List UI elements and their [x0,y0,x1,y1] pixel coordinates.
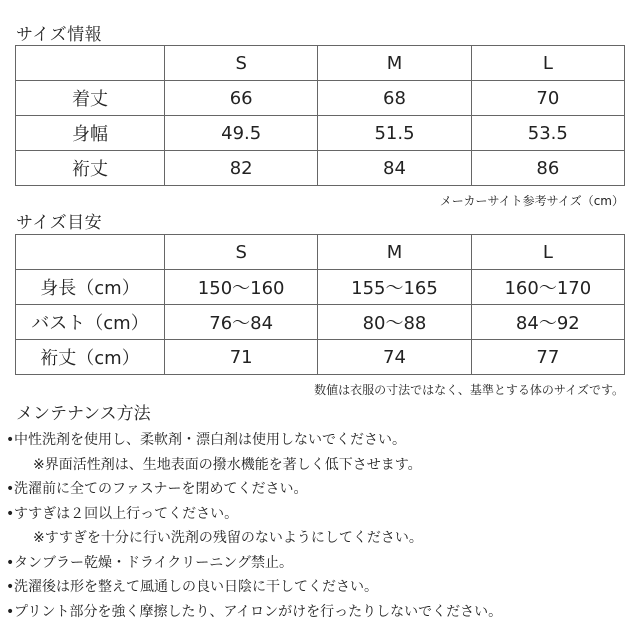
table-cell: 150～160 [165,270,318,305]
table-cell: 49.5 [165,116,318,151]
table-cell: 77 [471,340,624,375]
table-cell: 70 [471,81,624,116]
row-label: 着丈 [16,81,165,116]
table-cell: 84 [318,151,471,186]
table-row [16,305,625,340]
table-row [16,151,625,186]
table-header-row [16,46,625,81]
header-cell: L [471,46,624,81]
header-cell: S [165,46,318,81]
table-cell: 74 [318,340,471,375]
table-cell: 68 [318,81,471,116]
size-info-note: メーカーサイト参考サイズ（cm） [439,194,624,208]
header-cell: M [318,46,471,81]
table-cell: 86 [471,151,624,186]
header-cell [16,46,165,81]
table-cell: 84～92 [471,305,624,340]
table-row [16,116,625,151]
table-cell: 51.5 [318,116,471,151]
list-item: • プリント部分を強く摩擦したり、アイロンがけを行ったりしないでください。 [0,600,640,625]
list-item: • すすぎは２回以上行ってください。 [0,502,640,527]
list-item: • タンブラー乾燥・ドライクリーニング禁止。 [0,551,640,576]
list-item-note: ※すすぎを十分に行い洗剤の残留のないようにしてください。 [33,530,423,546]
row-label: 身長（cm） [16,270,165,305]
table-row [16,270,625,305]
table-cell: 160～170 [471,270,624,305]
table-cell: 80～88 [318,305,471,340]
table-header-row [16,235,625,270]
size-info-table [15,45,625,186]
table-cell: 53.5 [471,116,624,151]
list-item: • 洗濯前に全てのファスナーを閉めてください。 [0,477,640,502]
table-row [16,81,625,116]
table-cell: 66 [165,81,318,116]
row-label: 身幅 [16,116,165,151]
table-cell: 71 [165,340,318,375]
row-label: 裄丈 [16,151,165,186]
size-info-title: サイズ情報 [16,25,103,45]
maintenance-list [0,428,640,624]
size-guide-title: サイズ目安 [16,213,103,233]
list-item: • 中性洗剤を使用し、柔軟剤・漂白剤は使用しないでください。 [0,428,640,453]
list-item-note: ※界面活性剤は、生地表面の撥水機能を著しく低下させます。 [33,456,422,473]
size-guide-note: 数値は衣服の寸法ではなく、基準とする体のサイズです。 [314,383,624,397]
header-cell: M [318,235,471,270]
row-label: 裄丈（cm） [16,340,165,375]
table-cell: 82 [165,151,318,186]
maintenance-title: メンテナンス方法 [16,404,151,424]
header-cell: S [165,235,318,270]
header-cell: L [471,235,624,270]
table-cell: 155～165 [318,270,471,305]
header-cell [16,235,165,270]
row-label: バスト（cm） [16,305,165,340]
list-item: • 洗濯後は形を整えて風通しの良い日陰に干してください。 [0,575,640,600]
table-cell: 76～84 [165,305,318,340]
size-guide-table [15,234,625,375]
table-row [16,340,625,375]
